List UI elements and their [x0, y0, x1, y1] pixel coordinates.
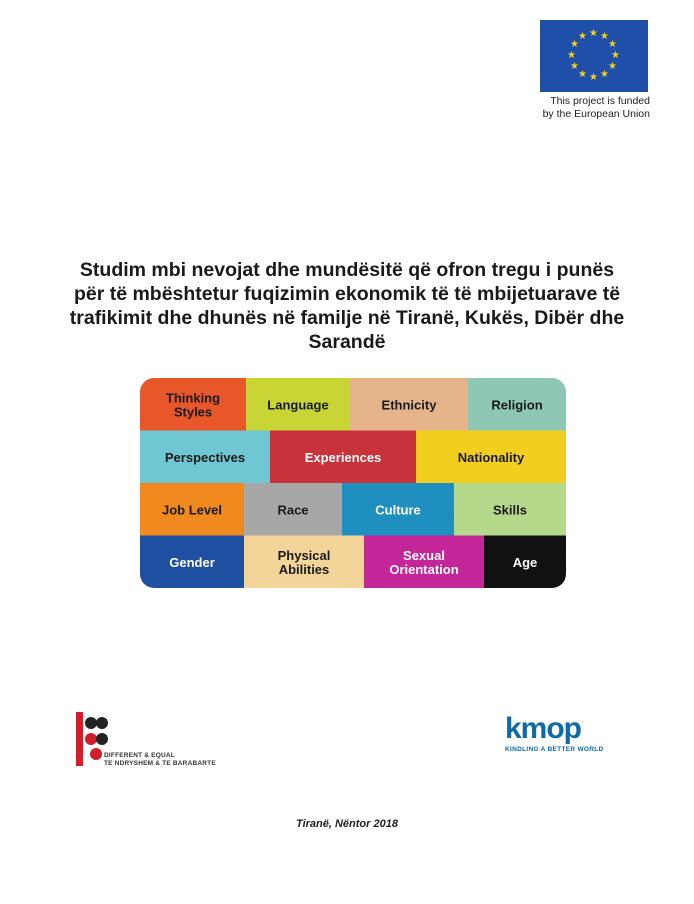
eu-star-icon: ★: [567, 50, 576, 61]
eu-star-icon: ★: [578, 30, 587, 42]
title-line-4: Sarandë: [308, 331, 386, 353]
eu-star-icon: ★: [608, 61, 618, 72]
puzzle-label: Gender: [169, 554, 215, 570]
document-title: [60, 258, 634, 354]
eu-star-icon: ★: [569, 61, 579, 72]
different-equal-logo: [76, 712, 236, 772]
date-line: Tiranë, Nëntor 2018: [296, 818, 398, 830]
puzzle-label: Language: [267, 397, 329, 413]
puzzle-label: Job Level: [162, 502, 222, 518]
puzzle-label: Sexual Orientation: [389, 547, 459, 577]
eu-funding-block: [538, 20, 650, 121]
eu-caption-line1: This project is funded: [550, 95, 650, 107]
puzzle-svg: [140, 378, 566, 588]
eu-caption-line2: by the European Union: [542, 108, 650, 120]
puzzle-label: Thinking Styles: [165, 390, 221, 420]
eu-star-icon: ★: [589, 72, 598, 83]
eu-star-icon: ★: [600, 69, 609, 81]
eu-star-icon: ★: [611, 50, 620, 61]
title-line-2: për të mbështetur fuqizimin ekonomik të të mbijetuarave të: [73, 283, 621, 305]
kmop-logo: [505, 712, 635, 762]
puzzle-label: Skills: [493, 502, 527, 518]
left-logo-line1: DIFFERENT & EQUAL: [104, 752, 175, 759]
eu-star-icon: ★: [608, 39, 618, 50]
eu-star-icon: ★: [589, 28, 598, 39]
title-line-3: trafikimit dhe dhunës në familje në Tiranë, Kukës, Dibër dhe: [69, 307, 625, 329]
puzzle-label: Experiences: [304, 449, 382, 465]
puzzle-label: Race: [277, 502, 309, 518]
title-line-1: Studim mbi nevojat dhe mundësitë që ofron tregu i punës: [79, 259, 615, 281]
kmop-wordmark: kmop: [505, 712, 582, 745]
puzzle-label: Religion: [491, 397, 543, 413]
puzzle-label: Nationality: [457, 449, 525, 465]
puzzle-label: Perspectives: [164, 449, 246, 465]
eu-caption: [538, 95, 650, 121]
eu-flag-icon: [540, 20, 648, 92]
puzzle-label: Ethnicity: [381, 397, 437, 413]
eu-star-icon: ★: [600, 30, 609, 42]
eu-star-icon: ★: [578, 69, 587, 81]
puzzle-label: Age: [512, 554, 538, 570]
puzzle-label: Culture: [375, 502, 421, 518]
puzzle-label: Physical Abilities: [277, 547, 331, 577]
kmop-tagline: KINDLING A BETTER WORLD: [505, 746, 604, 753]
diversity-puzzle-image: [140, 378, 566, 588]
eu-star-icon: ★: [569, 39, 579, 50]
left-logo-line2: TE NDRYSHEM & TE BARABARTE: [104, 760, 216, 767]
